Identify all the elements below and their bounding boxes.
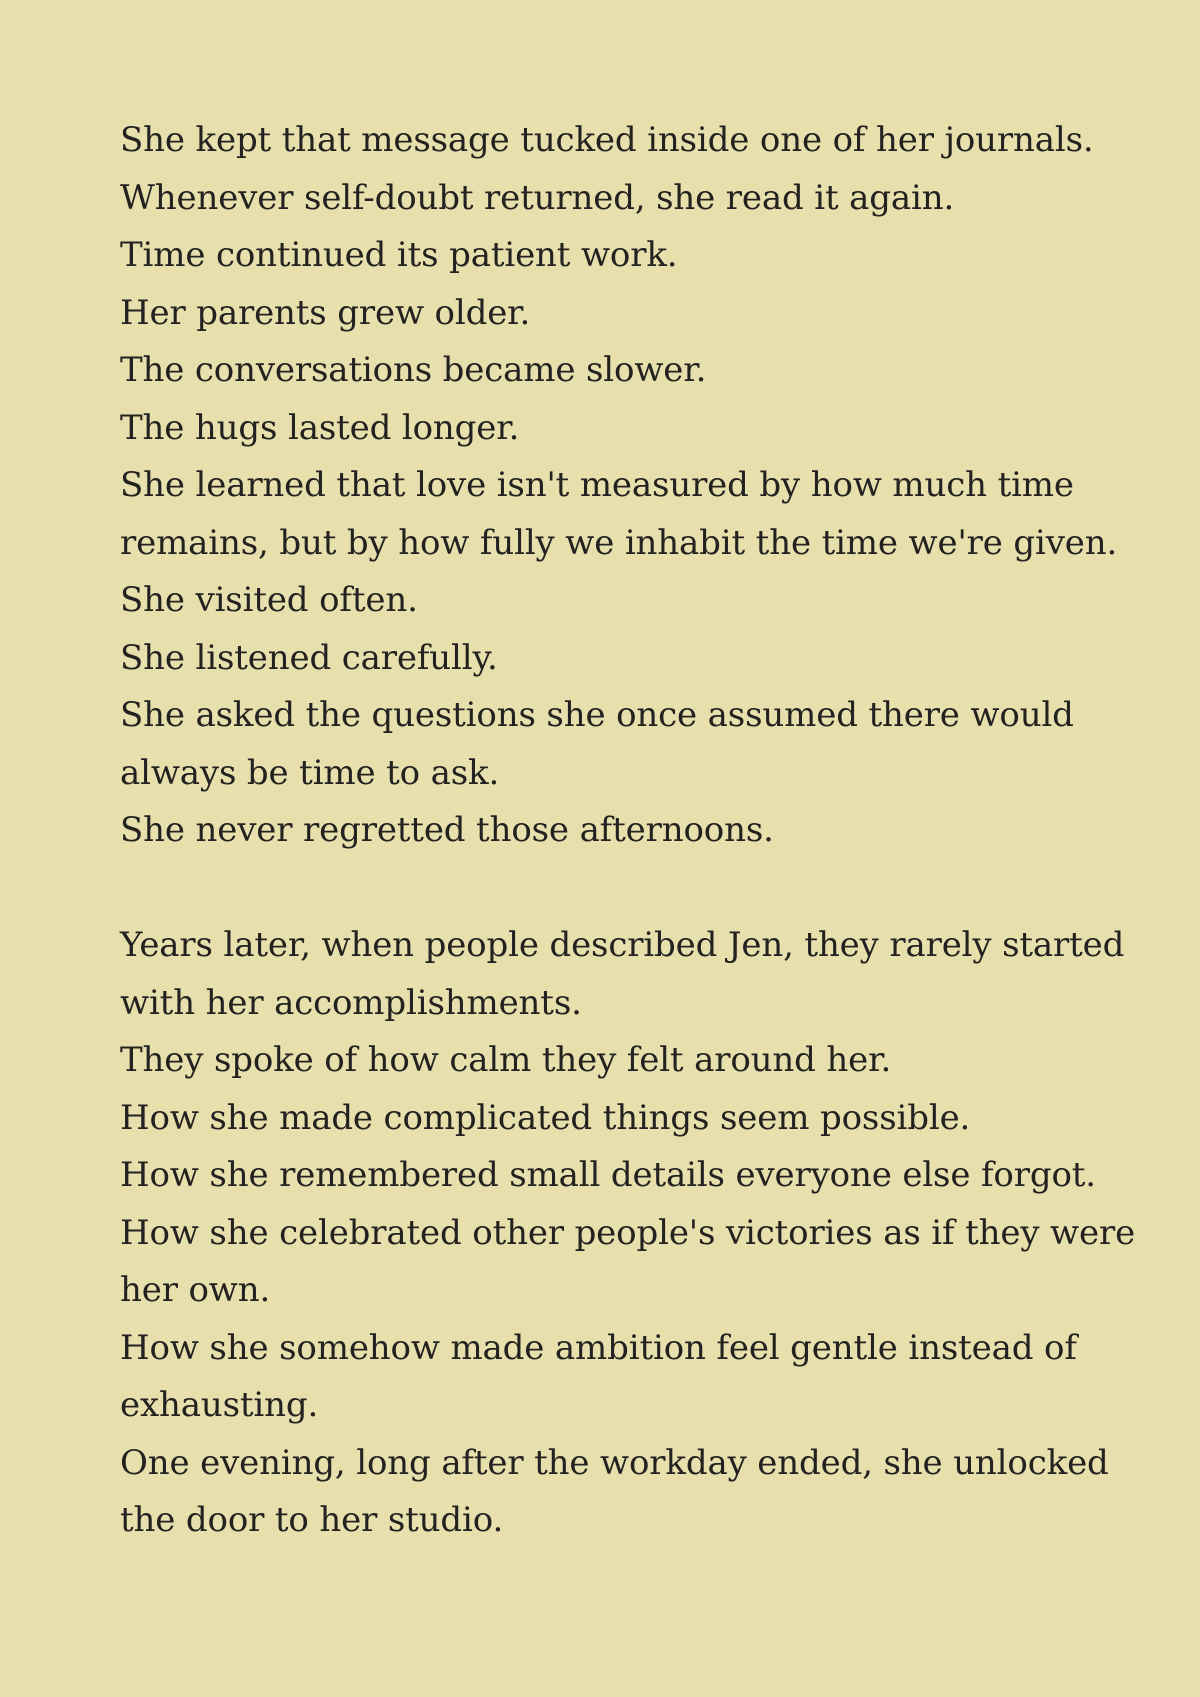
- text-line: They spoke of how calm they felt around her.: [120, 1040, 892, 1080]
- story-text: [120, 112, 1136, 1550]
- text-line: She asked the questions she once assumed there would: [120, 695, 1074, 735]
- text-line: She visited often.: [120, 580, 418, 620]
- text-line: How she somehow made ambition feel gentle instead of: [120, 1327, 1077, 1368]
- text-line: with her accomplishments.: [120, 982, 582, 1023]
- text-line: How she made complicated things seem possible.: [120, 1097, 971, 1138]
- paragraph: [120, 112, 1118, 860]
- text-line: Her parents grew older.: [120, 292, 531, 333]
- text-line: her own.: [120, 1270, 271, 1310]
- text-line: She learned that love isn't measured by how much time: [120, 465, 1074, 505]
- text-line: always be time to ask.: [120, 752, 500, 793]
- text-line: The conversations became slower.: [120, 350, 707, 390]
- text-line: How she celebrated other people's victories as if they were: [120, 1212, 1136, 1253]
- text-line: She never regretted those afternoons.: [120, 810, 774, 850]
- text-line: Whenever self-doubt returned, she read it again.: [120, 177, 955, 218]
- text-line: remains, but by how fully we inhabit the time we're given.: [120, 522, 1118, 563]
- text-line: She listened carefully.: [120, 637, 498, 678]
- paragraph: [120, 917, 1136, 1550]
- text-line: She kept that message tucked inside one of her journals.: [120, 120, 1094, 160]
- text-line: the door to her studio.: [120, 1500, 504, 1540]
- text-line: Time continued its patient work.: [120, 235, 678, 275]
- text-line: exhausting.: [120, 1385, 319, 1425]
- text-line: How she remembered small details everyone else forgot.: [120, 1155, 1096, 1195]
- text-line: One evening, long after the workday ended, she unlocked: [120, 1442, 1109, 1483]
- text-line: Years later, when people described Jen, they rarely started: [120, 925, 1125, 965]
- text-line: The hugs lasted longer.: [120, 407, 520, 448]
